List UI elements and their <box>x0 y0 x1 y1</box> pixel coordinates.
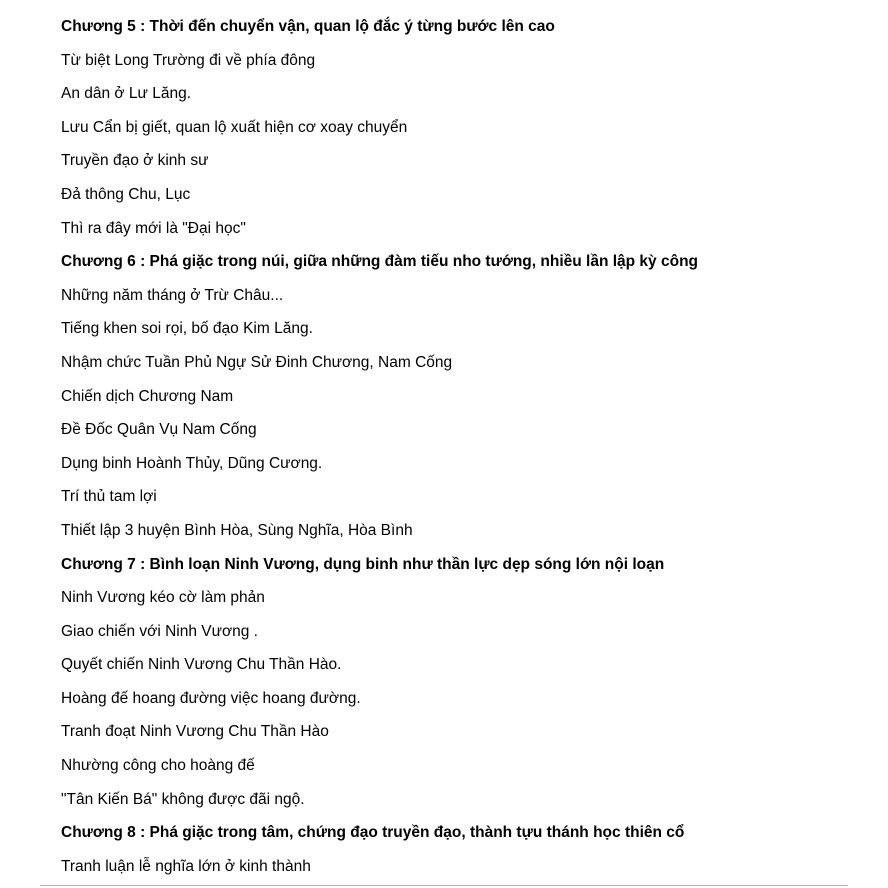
table-of-contents <box>61 10 871 883</box>
section-item: Ninh Vương kéo cờ làm phản <box>61 589 265 607</box>
section-item: An dân ở Lư Lăng. <box>61 85 191 103</box>
section-item: Truyền đạo ở kinh sư <box>61 152 209 170</box>
section-item: Những năm tháng ở Trừ Châu... <box>61 286 284 304</box>
section-item: Chiến dịch Chương Nam <box>61 387 234 405</box>
section-item: Nhậm chức Tuần Phủ Ngự Sử Đinh Chương, Nam Cống <box>61 353 453 371</box>
section-item: Đả thông Chu, Lục <box>61 185 191 203</box>
section-item: Dụng binh Hoành Thủy, Dũng Cương. <box>61 454 323 472</box>
chapter-heading-8: Chương 8 : Phá giặc trong tâm, chứng đạo truyền đạo, thành tựu thánh học thiên cổ <box>61 824 685 842</box>
section-item: Tranh đoạt Ninh Vương Chu Thần Hào <box>61 723 329 741</box>
section-item: Giao chiến với Ninh Vương . <box>61 622 258 640</box>
chapter-heading-5: Chương 5 : Thời đến chuyển vận, quan lộ đắc ý từng bước lên cao <box>61 18 555 35</box>
section-item: Tranh luận lễ nghĩa lớn ở kinh thành <box>61 857 311 875</box>
chapter-heading-7: Chương 7 : Bình loạn Ninh Vương, dụng binh như thần lực dẹp sóng lớn nội loạn <box>61 555 665 573</box>
section-item: Thiết lập 3 huyện Bình Hòa, Sùng Nghĩa, Hòa Bình <box>61 521 413 539</box>
section-item: "Tân Kiến Bá" không được đãi ngộ. <box>61 790 305 808</box>
section-item: Thì ra đây mới là "Đại học" <box>61 219 246 237</box>
section-item: Nhường công cho hoàng đế <box>61 757 255 775</box>
section-item: Từ biệt Long Trường đi về phía đông <box>61 51 316 69</box>
section-item: Đề Đốc Quân Vụ Nam Cống <box>61 421 257 439</box>
bottom-divider <box>40 885 848 886</box>
section-item: Quyết chiến Ninh Vương Chu Thần Hào. <box>61 656 342 674</box>
section-item: Lưu Cẩn bị giết, quan lộ xuất hiện cơ xoay chuyển <box>61 118 408 136</box>
section-item: Tiếng khen soi rọi, bố đạo Kim Lăng. <box>61 320 313 338</box>
chapter-heading-6: Chương 6 : Phá giặc trong núi, giữa những đàm tiếu nho tướng, nhiều lần lập kỳ công <box>61 253 698 271</box>
section-item: Trí thủ tam lợi <box>61 488 157 506</box>
section-item: Hoàng đế hoang đường việc hoang đường. <box>61 689 361 707</box>
